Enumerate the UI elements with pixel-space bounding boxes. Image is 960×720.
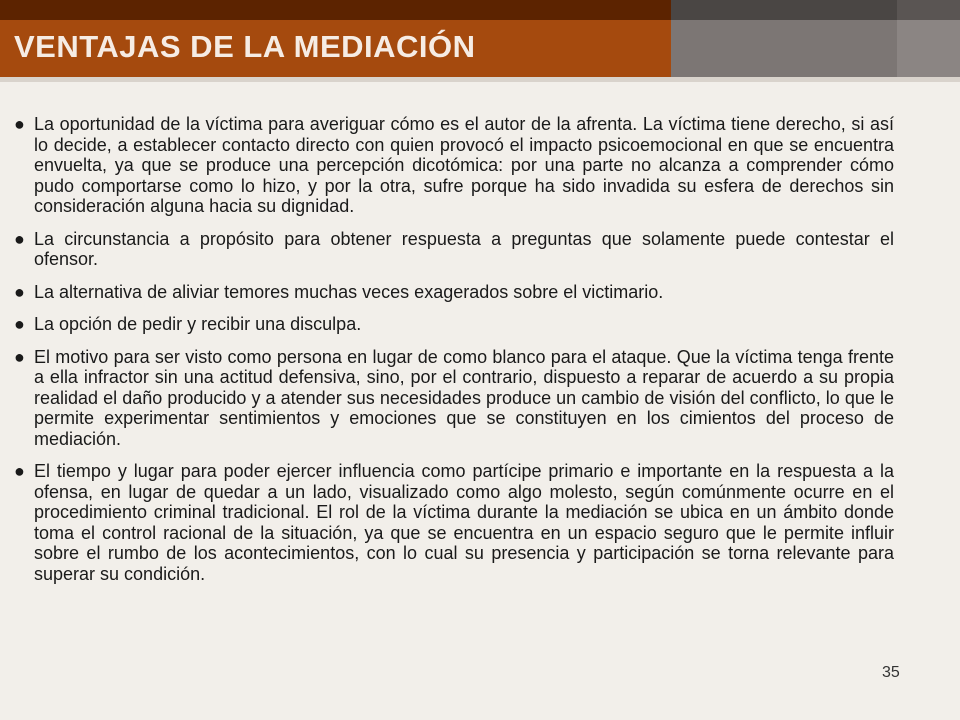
- bullet-text: La alternativa de aliviar temores muchas veces exagerados sobre el victimario.: [34, 281, 664, 302]
- bullet-item: [14, 229, 894, 270]
- header-band-main-gray: [671, 20, 897, 77]
- header-band-main-gray-right: [897, 20, 960, 77]
- header-band-top-gray: [671, 0, 897, 20]
- bullet-item: [14, 461, 894, 584]
- bullet-text: El tiempo y lugar para poder ejercer influencia como partícipe primario e importante en la respuesta a la ofensa, en lugar de quedar a un lado, visualizado como algo molesto, según comúnmente ocurre en el procedimiento criminal tradicional. El rol de la víctima durante la mediación se ubica en un ámbito donde toma el control racional de la situación, ya que se encuentra en un espacio seguro que le permite influir sobre el rumbo de los acontecimientos, con lo cual su presencia y participación se torna relevante para superar su condición.: [34, 461, 894, 584]
- bullet-icon: ●: [14, 114, 25, 134]
- bullet-icon: ●: [14, 314, 25, 334]
- bullet-item: [14, 114, 894, 217]
- bullet-text: El motivo para ser visto como persona en lugar de como blanco para el ataque. Que la víctima tenga frente a ella infractor sin una actitud defensiva, sino, por el contrario, dispuesto a reparar de acuerdo a su propia realidad el daño producido y a atender sus necesidades produce un cambio de visión del conflicto, lo que le permite experimentar sentimientos y emociones que se constituyen en los cimientos del proceso de mediación.: [34, 346, 894, 449]
- bullet-icon: ●: [14, 346, 25, 367]
- bullet-item: [14, 282, 894, 303]
- header-band-top: [0, 0, 671, 20]
- bullet-text: La opción de pedir y recibir una disculpa.: [34, 314, 362, 334]
- bullet-icon: ●: [14, 461, 25, 481]
- bullet-item: [14, 314, 894, 335]
- slide-title: VENTAJAS DE LA MEDIACIÓN: [14, 29, 476, 64]
- header-divider: [0, 77, 960, 82]
- bullet-text: La circunstancia a propósito para obtener respuesta a preguntas que solamente puede contestar el ofensor.: [34, 228, 894, 269]
- bullet-icon: ●: [14, 281, 25, 302]
- bullet-list: [14, 114, 894, 596]
- bullet-text: La oportunidad de la víctima para averiguar cómo es el autor de la afrenta. La víctima tiene derecho, si así lo decide, a establecer contacto directo con quien provocó el impacto psicoemocional en que se encuentra envuelta, ya que se produce una percepción dicotómica: por una parte no alcanza a comprender cómo pudo comportarse como lo hizo, y por la otra, sufre porque ha sido invadida su esfera de derechos sin consideración alguna hacia su dignidad.: [34, 114, 894, 216]
- bullet-icon: ●: [14, 228, 25, 249]
- page-number: 35: [882, 664, 900, 681]
- bullet-item: [14, 347, 894, 450]
- header-band-top-gray-right: [897, 0, 960, 20]
